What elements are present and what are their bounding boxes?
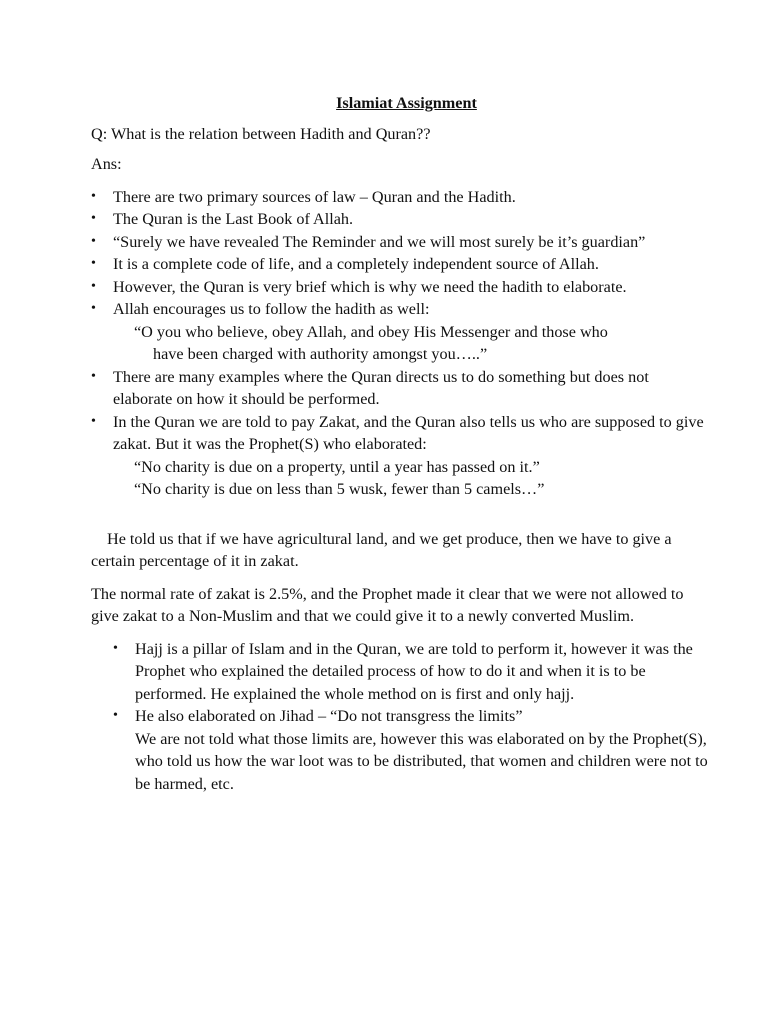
answer-label: Ans: <box>91 155 122 173</box>
bullet-icon: • <box>91 211 96 226</box>
list-item <box>113 705 708 795</box>
answer-bullet-list <box>91 186 708 501</box>
list-item <box>91 208 708 231</box>
list-item <box>91 186 708 209</box>
list-item <box>113 638 708 706</box>
quote-line: “No charity is due on a property, until a year has passed on it.” <box>134 457 540 476</box>
question-text: Q: What is the relation between Hadith and Quran?? <box>91 124 431 143</box>
extra-bullet-list <box>91 638 708 796</box>
bullet-icon: • <box>91 368 96 384</box>
bullet-icon: • <box>113 708 118 723</box>
list-item-text: In the Quran we are told to pay Zakat, and the Quran also tells us who are supposed to give zakat. But it was the Prophet(S) who elaborated: <box>113 412 704 453</box>
list-item-text: The Quran is the Last Book of Allah. <box>113 210 354 228</box>
list-item-continuation: We are not told what those limits are, however this was elaborated on by the Prophet(S), who told us how the war loot was to be distributed, that women and children were not to be harmed, etc. <box>135 729 708 793</box>
list-item-text: It is a complete code of life, and a completely independent source of Allah. <box>113 255 599 273</box>
list-item <box>91 231 708 254</box>
list-item <box>91 298 708 366</box>
list-item <box>91 411 708 501</box>
bullet-icon: • <box>91 278 96 294</box>
bullet-icon: • <box>91 256 96 271</box>
list-item <box>91 253 708 276</box>
list-item <box>91 276 708 299</box>
bullet-icon: • <box>113 640 118 656</box>
list-item-text: However, the Quran is very brief which is why we need the hadith to elaborate. <box>113 277 627 296</box>
bullet-icon: • <box>91 233 96 249</box>
quote-line: “O you who believe, obey Allah, and obey His Messenger and those who <box>134 322 608 341</box>
list-item-text: “Surely we have revealed The Reminder and we will most surely be it’s guardian” <box>113 232 646 251</box>
list-item-text: There are many examples where the Quran directs us to do something but does not elaborate on how it should be performed. <box>113 367 649 408</box>
body-paragraph: The normal rate of zakat is 2.5%, and the Prophet made it clear that we were not allowed to give zakat to a Non-Muslim and that we could give it to a newly converted Muslim. <box>91 584 684 625</box>
list-item-text: Hajj is a pillar of Islam and in the Quran, we are told to perform it, however it was the Prophet who explained the detailed process of how to do it and when it is to be performed. He explained the whole method on is first and only hajj. <box>135 639 693 703</box>
quote-line: have been charged with authority amongst you…..” <box>153 345 488 363</box>
list-item-text: Allah encourages us to follow the hadith as well: <box>113 300 430 318</box>
body-paragraph: He told us that if we have agricultural land, and we get produce, then we have to give a certain percentage of it in zakat. <box>91 529 672 570</box>
list-item-text: He also elaborated on Jihad – “Do not transgress the limits” <box>135 707 523 725</box>
page-title: Islamiat Assignment <box>336 94 477 112</box>
quote-line: “No charity is due on less than 5 wusk, fewer than 5 camels…” <box>134 480 545 498</box>
list-item <box>91 366 708 411</box>
bullet-icon: • <box>91 301 96 316</box>
bullet-icon: • <box>91 413 96 429</box>
bullet-icon: • <box>91 188 96 204</box>
list-item-text: There are two primary sources of law – Quran and the Hadith. <box>113 187 516 206</box>
